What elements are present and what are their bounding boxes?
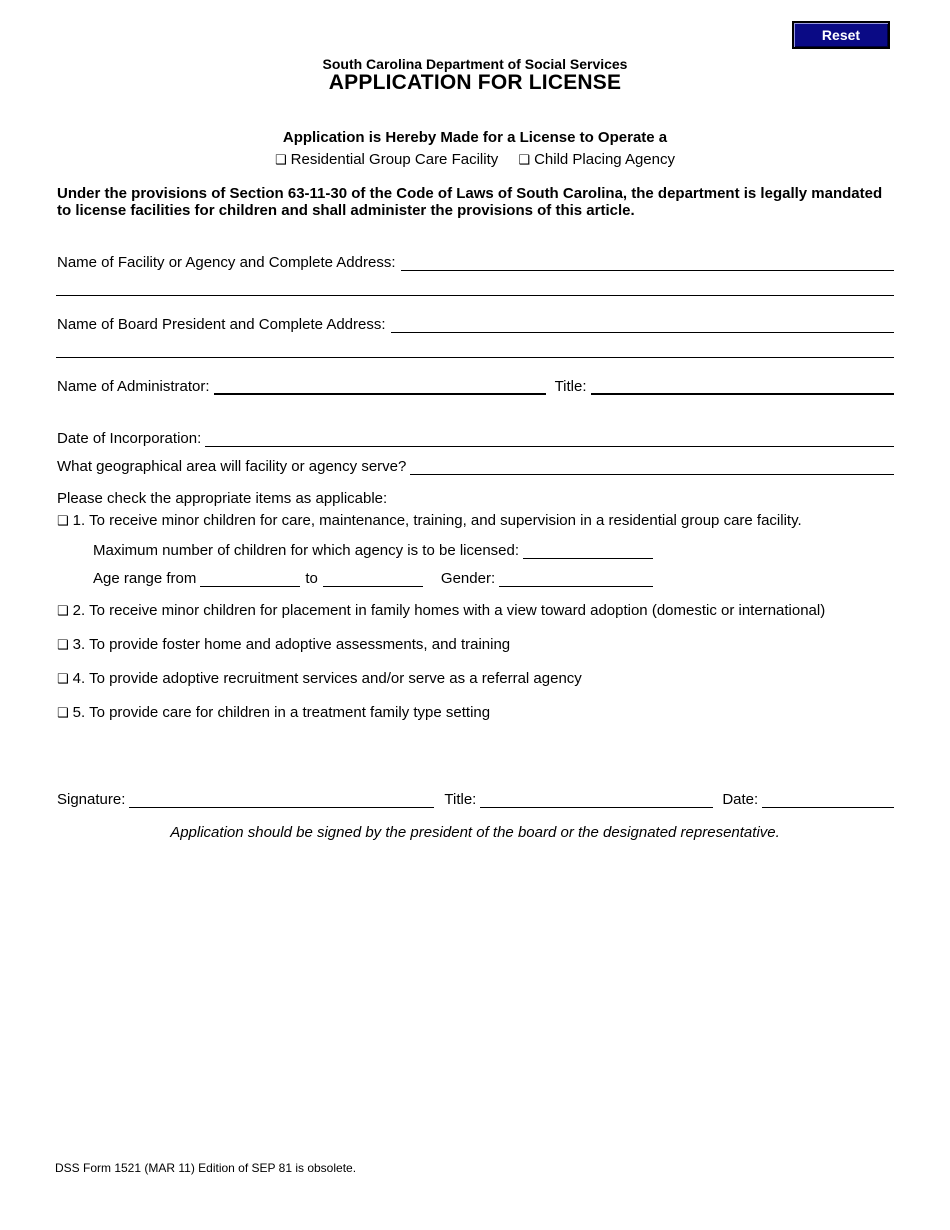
reset-button[interactable]: Reset <box>792 21 890 49</box>
items-instruction: Please check the appropriate items as applicable: <box>57 490 388 507</box>
checkbox-icon[interactable]: ❑ <box>518 153 531 168</box>
max-children-label: Maximum number of children for which agency is to be licensed: <box>93 542 520 559</box>
board-president-address-line-2[interactable] <box>56 357 894 358</box>
item-2 <box>57 602 825 619</box>
signature-date-label: Date: <box>722 791 759 808</box>
option-child-placing-agency[interactable] <box>518 151 675 168</box>
max-children-input-line[interactable] <box>523 544 653 559</box>
option-residential-group-care[interactable] <box>275 151 498 168</box>
checkbox-icon[interactable]: ❑ <box>57 706 69 721</box>
geo-area-label: What geographical area will facility or agency serve? <box>57 458 407 475</box>
checkbox-icon[interactable]: ❑ <box>57 672 69 687</box>
item-2-label: 2. To receive minor children for placement in family homes with a view toward adoption (domestic or international) <box>72 602 826 619</box>
item-3 <box>57 636 510 653</box>
geo-area-field-row <box>57 455 894 475</box>
board-president-input-line[interactable] <box>391 318 894 333</box>
facility-label: Name of Facility or Agency and Complete Address: <box>57 254 396 271</box>
signature-note: Application should be signed by the president of the board or the designated representative. <box>170 824 780 841</box>
item-5-label: 5. To provide care for children in a treatment family type setting <box>72 704 491 721</box>
option-label: Residential Group Care Facility <box>290 151 499 168</box>
age-gender-field-row <box>93 567 653 587</box>
signature-title-label: Title: <box>444 791 477 808</box>
signature-date-input-line[interactable] <box>762 793 894 808</box>
checkbox-icon[interactable]: ❑ <box>57 638 69 653</box>
form-footer: DSS Form 1521 (MAR 11) Edition of SEP 81 is obsolete. <box>55 1161 357 1175</box>
incorporation-date-input-line[interactable] <box>205 432 894 447</box>
signature-label: Signature: <box>57 791 126 808</box>
facility-address-line-2[interactable] <box>56 295 894 296</box>
facility-input-line[interactable] <box>401 256 895 271</box>
incorporation-date-label: Date of Incorporation: <box>57 430 202 447</box>
checkbox-icon[interactable]: ❑ <box>57 604 69 619</box>
form-title: APPLICATION FOR LICENSE <box>328 71 622 94</box>
geo-area-input-line[interactable] <box>410 460 894 475</box>
incorporation-date-field-row <box>57 427 894 447</box>
board-president-label: Name of Board President and Complete Address: <box>57 316 386 333</box>
license-type-options <box>0 151 950 168</box>
checkbox-icon[interactable]: ❑ <box>57 514 69 529</box>
administrator-field-row <box>57 375 894 395</box>
item-3-label: 3. To provide foster home and adoptive assessments, and training <box>72 636 511 653</box>
item-1-label: 1. To receive minor children for care, maintenance, training, and supervision in a residential group care facility. <box>72 512 802 529</box>
age-to-label: to <box>305 570 318 587</box>
statute-text: Under the provisions of Section 63-11-30 of the Code of Laws of South Carolina, the department is legally mandated to license facilities for children and shall administer the provisions of this article. <box>57 185 883 219</box>
item-1 <box>57 512 802 529</box>
age-to-input-line[interactable] <box>323 572 423 587</box>
signature-field-row <box>57 788 894 808</box>
option-label: Child Placing Agency <box>534 151 675 168</box>
checkbox-icon[interactable]: ❑ <box>275 153 287 168</box>
max-children-field-row <box>93 539 653 559</box>
agency-name: South Carolina Department of Social Services <box>322 56 628 72</box>
age-from-input-line[interactable] <box>200 572 300 587</box>
administrator-input-line[interactable] <box>214 379 546 395</box>
signature-title-input-line[interactable] <box>480 793 713 808</box>
item-4-label: 4. To provide adoptive recruitment services and/or serve as a referral agency <box>72 670 582 687</box>
item-5 <box>57 704 490 721</box>
license-type-heading: Application is Hereby Made for a License to Operate a <box>282 129 668 146</box>
facility-field-row <box>57 251 894 271</box>
administrator-title-input-line[interactable] <box>591 379 894 395</box>
age-from-label: Age range from <box>93 570 197 587</box>
signature-input-line[interactable] <box>129 793 434 808</box>
board-president-field-row <box>57 313 894 333</box>
gender-input-line[interactable] <box>499 572 653 587</box>
administrator-label: Name of Administrator: <box>57 378 210 395</box>
administrator-title-label: Title: <box>554 378 587 395</box>
gender-label: Gender: <box>440 570 496 587</box>
item-4 <box>57 670 582 687</box>
